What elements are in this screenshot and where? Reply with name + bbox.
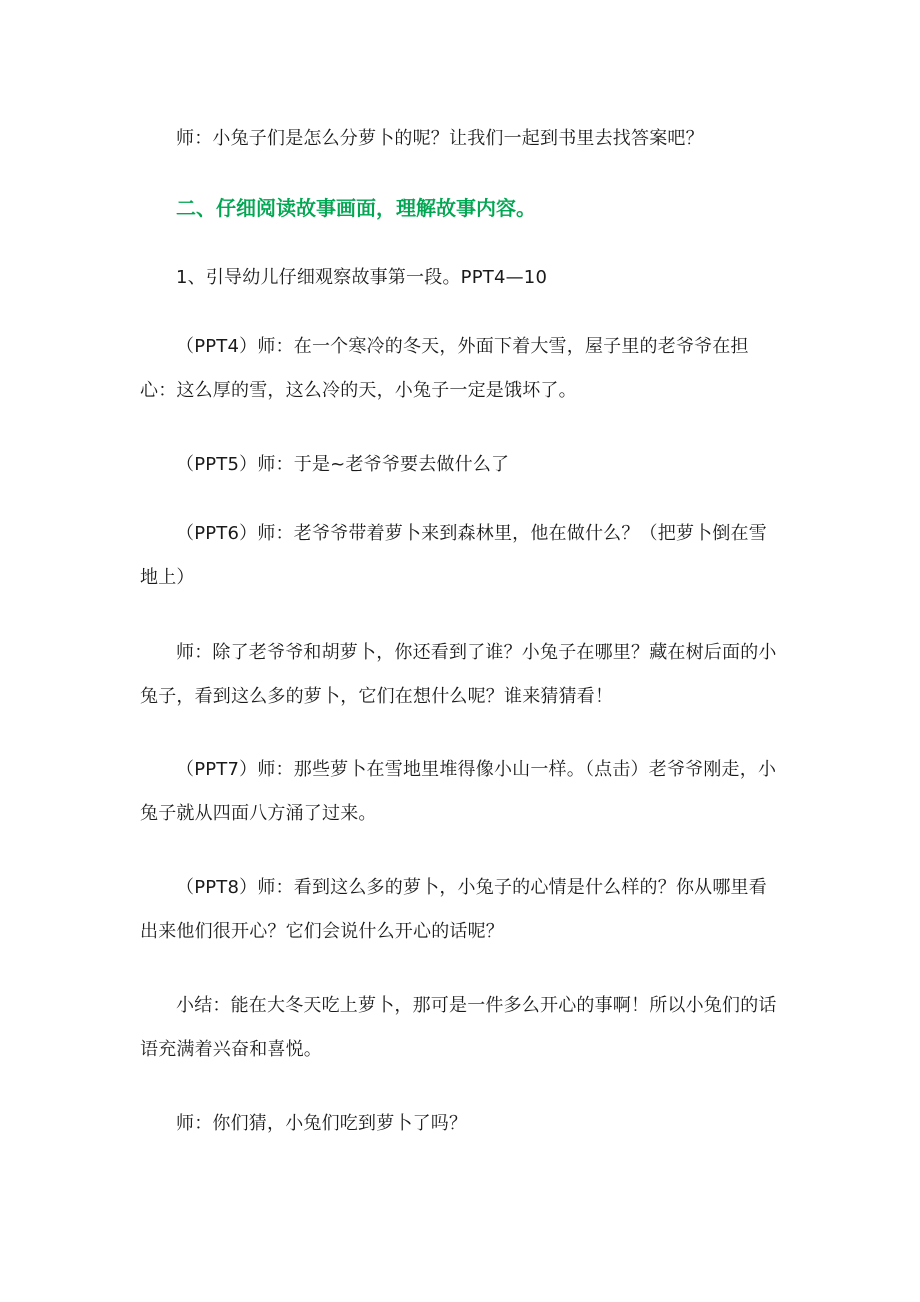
paragraph-step-one: 1、引导幼儿仔细观察故事第一段。PPT4—10 <box>176 267 548 288</box>
paragraph-ppt5: （PPT5）师：于是~老爷爷要去做什么了 <box>176 454 510 475</box>
section-heading: 二、仔细阅读故事画面，理解故事内容。 <box>176 196 536 220</box>
paragraph-teacher-rabbits: 师：除了老爷爷和胡萝卜，你还看到了谁？小兔子在哪里？藏在树后面的小兔子，看到这么多的萝卜，它们在想什么呢？谁来猜猜看！ <box>140 642 777 707</box>
paragraph-summary: 小结：能在大冬天吃上萝卜，那可是一件多么开心的事啊！所以小兔们的话语充满着兴奋和喜悦。 <box>140 995 777 1060</box>
paragraph-teacher-question: 师：小兔子们是怎么分萝卜的呢？让我们一起到书里去找答案吧？ <box>176 128 704 149</box>
paragraph-teacher-guess: 师：你们猜，小兔们吃到萝卜了吗？ <box>176 1113 468 1134</box>
paragraph-ppt4: （PPT4）师：在一个寒冷的冬天，外面下着大雪，屋子里的老爷爷在担心：这么厚的雪，这么冷的天，小兔子一定是饿坏了。 <box>140 336 749 401</box>
paragraph-ppt6: （PPT6）师：老爷爷带着萝卜来到森林里，他在做什么？（把萝卜倒在雪地上） <box>140 523 767 588</box>
paragraph-ppt8: （PPT8）师：看到这么多的萝卜，小兔子的心情是什么样的？你从哪里看出来他们很开心？它们会说什么开心的话呢？ <box>140 877 767 942</box>
paragraph-ppt7: （PPT7）师：那些萝卜在雪地里堆得像小山一样。（点击）老爷爷刚走，小兔子就从四面八方涌了过来。 <box>140 759 777 824</box>
